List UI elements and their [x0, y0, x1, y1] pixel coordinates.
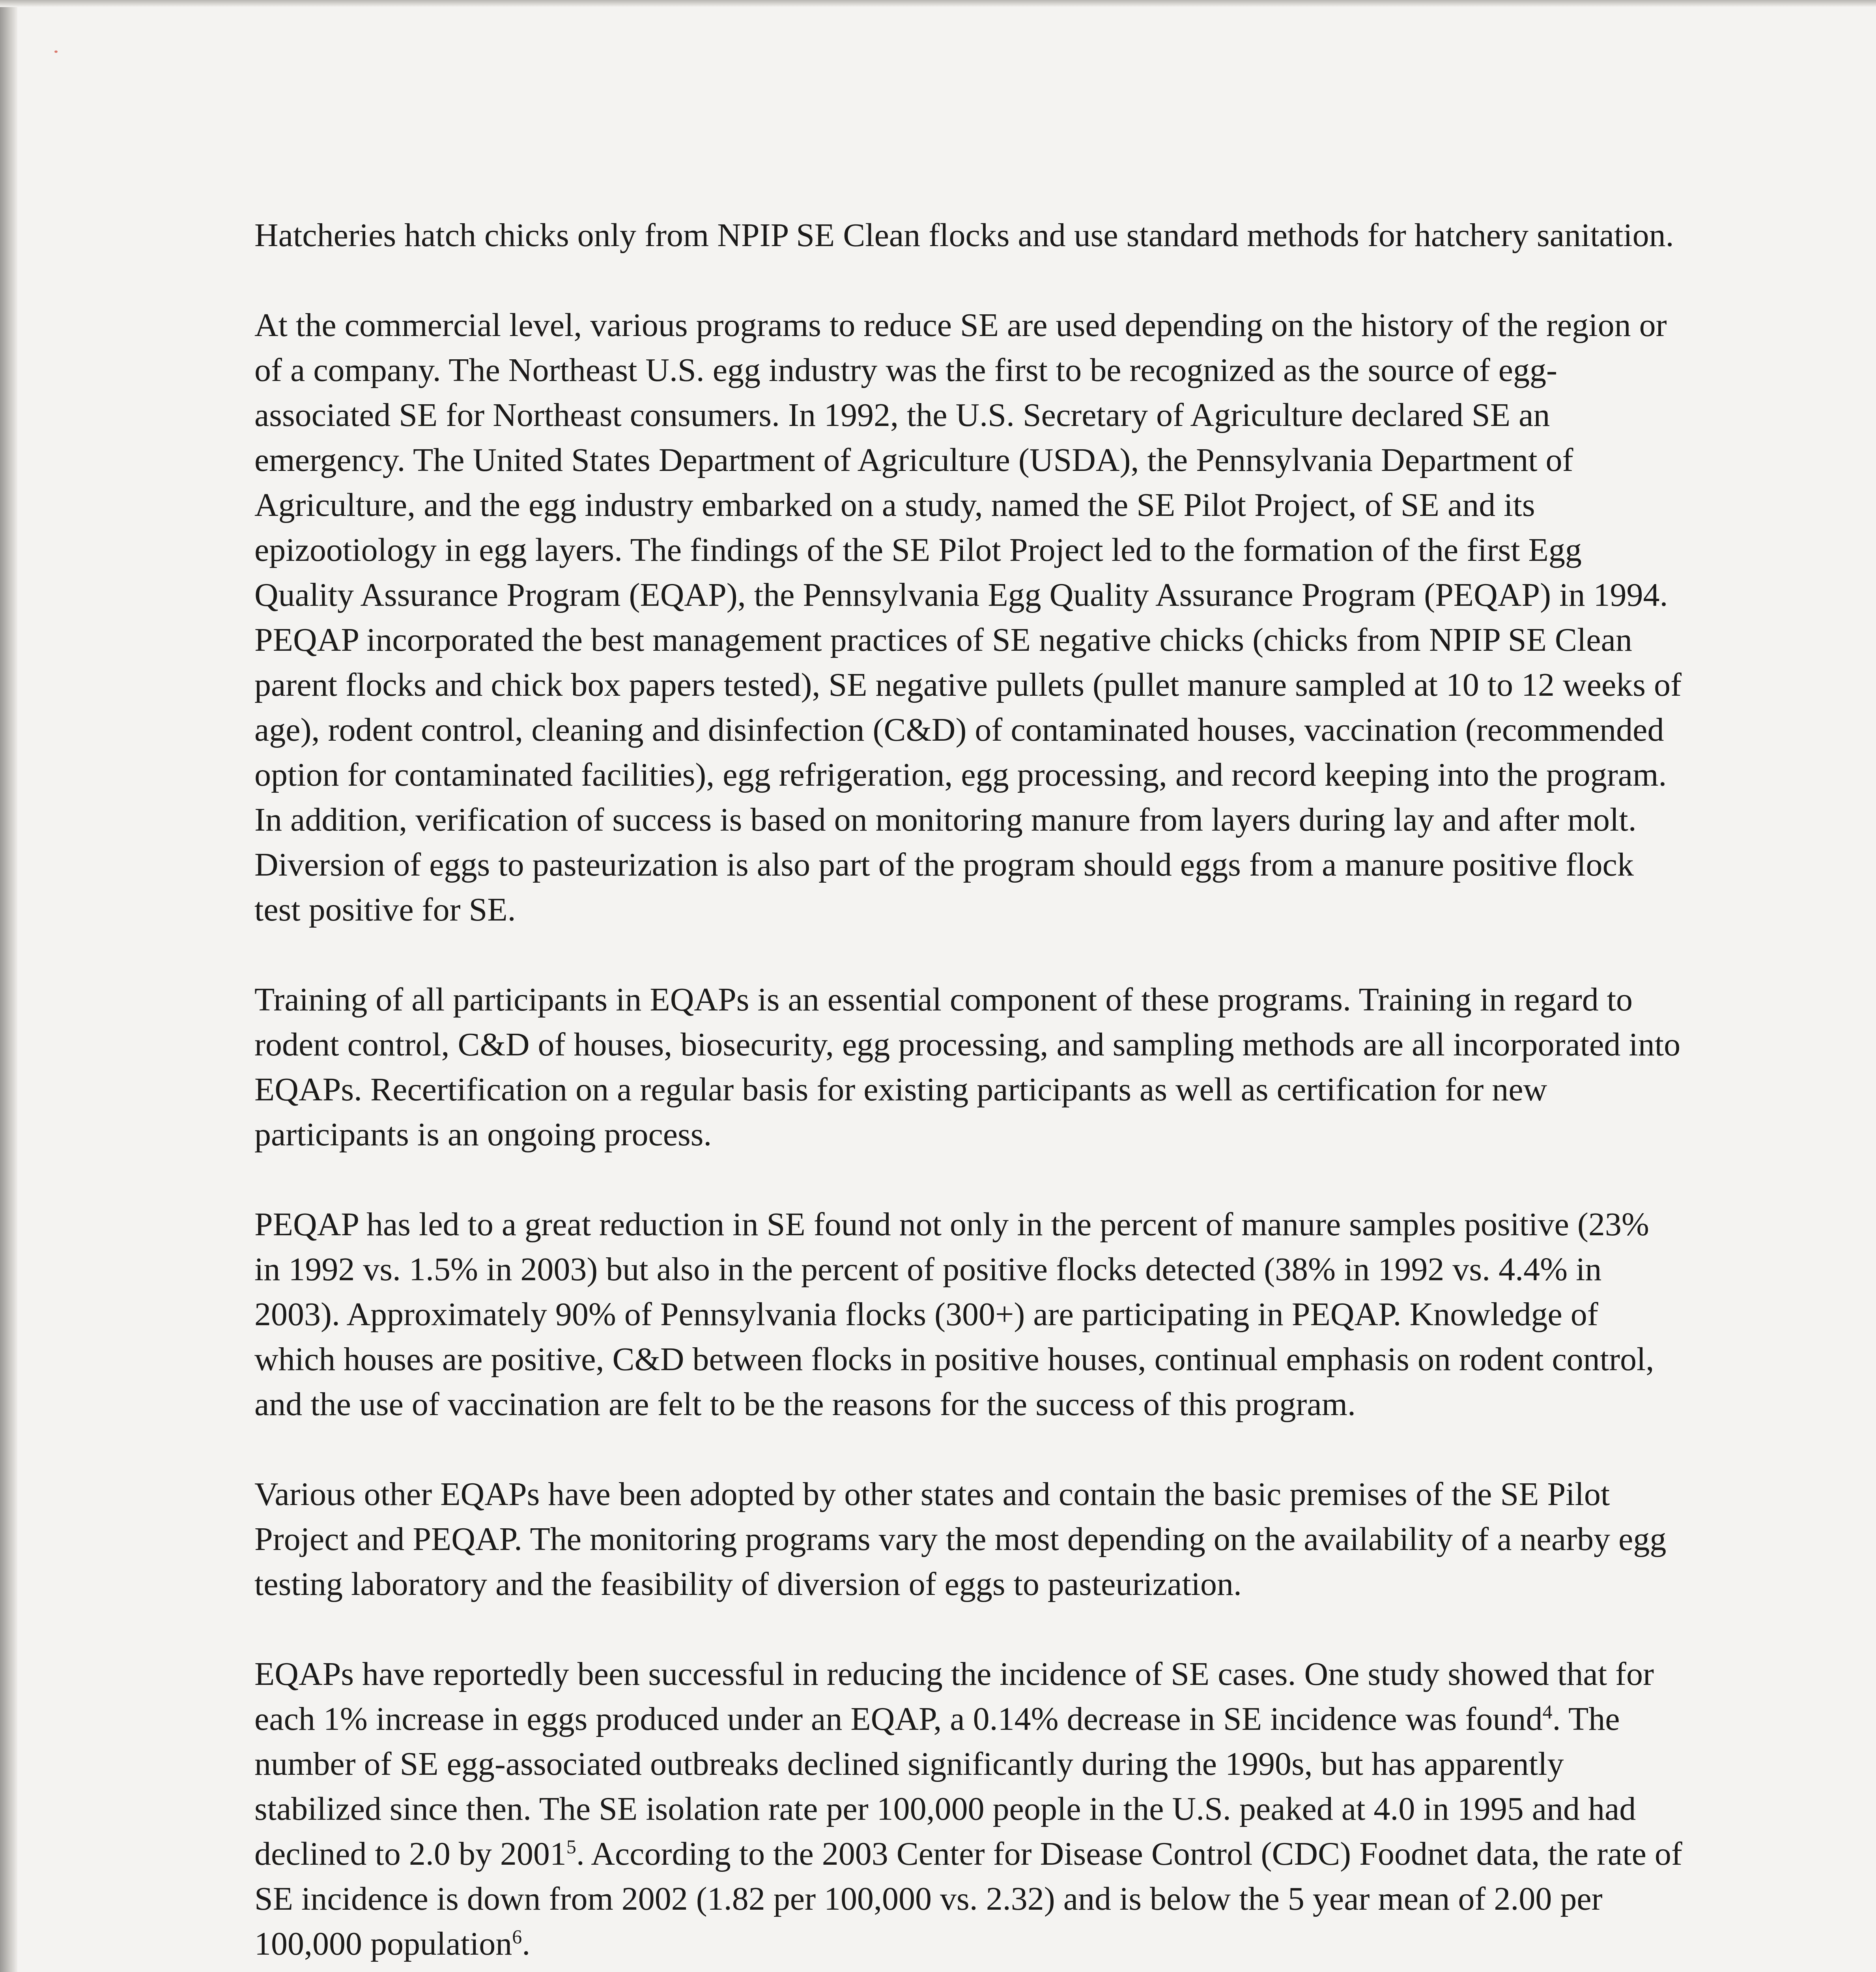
- footnote-ref-5: 5: [566, 1836, 576, 1858]
- paragraph-text-segment: . According to the 2003 Center for Disease Control (CDC) Foodnet data, the rate of SE incidence is down from 2002 (1.82 per 100,000 vs. 2.32) and is below the 5 year mean of 2.00 per 100,000 population: [254, 1836, 1682, 1962]
- binding-shadow: [0, 0, 17, 1972]
- paragraph-text-segment: .: [522, 1925, 531, 1962]
- body-text: [254, 213, 1682, 1972]
- paragraph-text-segment: EQAPs have reportedly been successful in reducing the incidence of SE cases. One study showed that for each 1% increase in eggs produced under an EQAP, a 0.14% decrease in SE incidence was found: [254, 1656, 1654, 1737]
- paragraph-eqap-success: [254, 1652, 1682, 1966]
- paragraph-hatcheries: Hatcheries hatch chicks only from NPIP SE Clean flocks and use standard methods for hatchery sanitation.: [254, 217, 1674, 254]
- paragraph-other-eqaps: Various other EQAPs have been adopted by other states and contain the basic premises of the SE Pilot Project and PEQAP. The monitoring programs vary the most depending on the availability of a nearby egg testing laboratory and the feasibility of diversion of eggs to pasteurization.: [254, 1476, 1667, 1602]
- paragraph-peqap-results: PEQAP has led to a great reduction in SE found not only in the percent of manure samples positive (23% in 1992 vs. 1.5% in 2003) but also in the percent of positive flocks detected (38% in 1992 vs. 4.4% in 2003). Approximately 90% of Pennsylvania flocks (300+) are participating in PEQAP. Knowledge of which houses are positive, C&D between flocks in positive houses, continual emphasis on rodent control, and the use of vaccination are felt to be the reasons for the success of this program.: [254, 1206, 1654, 1423]
- paper-speck: [54, 50, 58, 53]
- footnote-ref-4: 4: [1542, 1701, 1553, 1723]
- footnote-ref-6: 6: [512, 1925, 522, 1948]
- paragraph-commercial-programs: At the commercial level, various programs to reduce SE are used depending on the history of the region or of a company. The Northeast U.S. egg industry was the first to be recognized as the source of egg-associated SE for Northeast consumers. In 1992, the U.S. Secretary of Agriculture declared SE an emergency. The United States Department of Agriculture (USDA), the Pennsylvania Department of Agriculture, and the egg industry embarked on a study, named the SE Pilot Project, of SE and its epizootiology in egg layers. The findings of the SE Pilot Project led to the formation of the first Egg Quality Assurance Program (EQAP), the Pennsylvania Egg Quality Assurance Program (PEQAP) in 1994. PEQAP incorporated the best management practices of SE negative chicks (chicks from NPIP SE Clean parent flocks and chick box papers tested), SE negative pullets (pullet manure sampled at 10 to 12 weeks of age), rodent control, cleaning and disinfection (C&D) of contaminated houses, vaccination (recommended option for contaminated facilities), egg refrigeration, egg processing, and record keeping into the program. In addition, verification of success is based on monitoring manure from layers during lay and after molt. Diversion of eggs to pasteurization is also part of the program should eggs from a manure positive flock test positive for SE.: [254, 307, 1682, 928]
- top-edge-shadow: [0, 0, 1876, 7]
- paragraph-text-segment: . The number of SE egg-associated outbreaks declined significantly during the 1990s, but has apparently stabilized since then. The SE isolation rate per 100,000 people in the U.S. peaked at 4.0 in 1995 and had declined to 2.0 by 2001: [254, 1701, 1636, 1872]
- paragraph-training: Training of all participants in EQAPs is an essential component of these programs. Training in regard to rodent control, C&D of houses, biosecurity, egg processing, and sampling methods are all incorporated into EQAPs. Recertification on a regular basis for existing participants as well as certification for new participants is an ongoing process.: [254, 981, 1681, 1153]
